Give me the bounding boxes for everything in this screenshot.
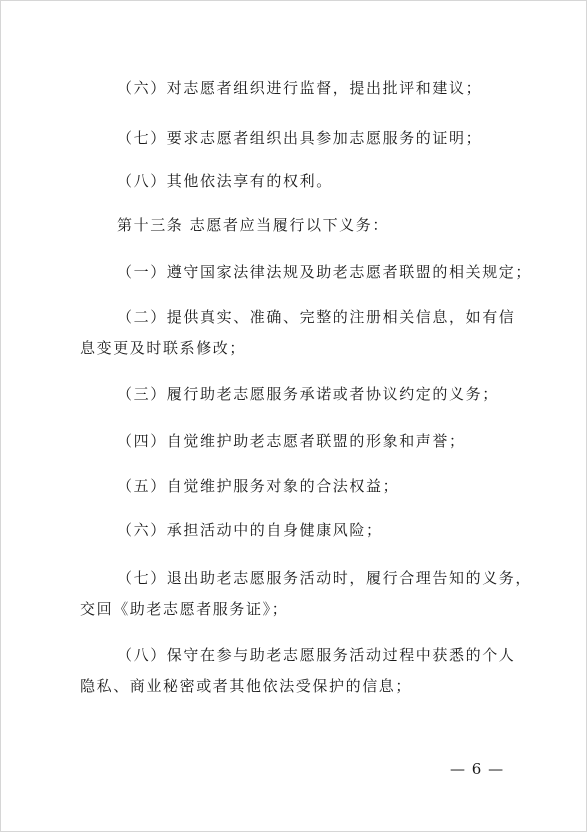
text-line-duty-8: （八）保守在参与助老志愿服务活动过程中获悉的个人 [117, 646, 516, 664]
text-line-right-6: （六）对志愿者组织进行监督，提出批评和建议； [117, 79, 483, 97]
article-13-heading: 第十三条 志愿者应当履行以下义务： [117, 216, 389, 234]
text-line-duty-2-cont: 息变更及时联系修改； [80, 339, 247, 357]
text-line-duty-1: （一）遵守国家法律法规及助老志愿者联盟的相关规定； [117, 263, 533, 281]
text-line-duty-6: （六）承担活动中的自身健康风险； [117, 521, 383, 539]
text-line-right-7: （七）要求志愿者组织出具参加志愿服务的证明； [117, 129, 483, 147]
text-line-duty-3: （三）履行助老志愿服务承诺或者协议约定的义务； [117, 385, 499, 403]
page-number: — 6 — [450, 760, 505, 778]
text-line-duty-7: （七）退出助老志愿服务活动时，履行合理告知的义务， [117, 569, 533, 587]
text-line-duty-8-cont: 隐私、商业秘密或者其他依法受保护的信息； [80, 677, 413, 695]
text-line-duty-7-cont: 交回《助老志愿者服务证》； [80, 600, 289, 618]
text-line-duty-2: （二）提供真实、准确、完整的注册相关信息，如有信 [117, 308, 516, 326]
text-line-right-8: （八）其他依法享有的权利。 [117, 172, 333, 190]
text-line-duty-5: （五）自觉维护服务对象的合法权益； [117, 477, 400, 495]
text-line-duty-4: （四）自觉维护助老志愿者联盟的形象和声誉； [117, 432, 466, 450]
